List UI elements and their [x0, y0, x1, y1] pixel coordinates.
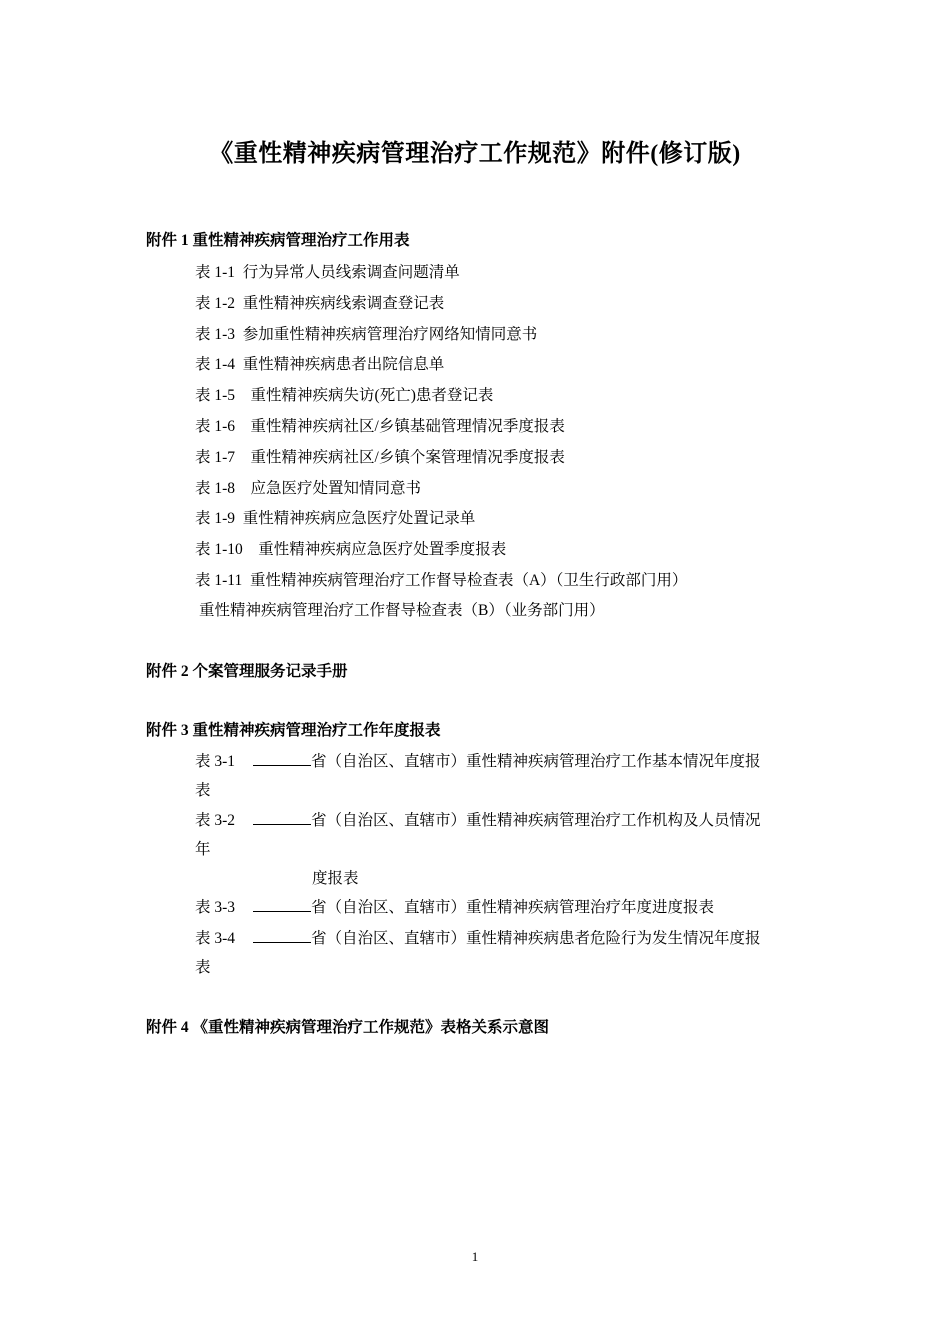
- section-heading-1: 附件 1 重性精神疾病管理治疗工作用表: [146, 232, 410, 249]
- table-code: 表 1-4: [195, 356, 236, 373]
- table-title: 重性精神疾病社区/乡镇基础管理情况季度报表: [250, 418, 565, 435]
- table-title: 重性精神疾病失访(死亡)患者登记表: [250, 387, 494, 404]
- table-title: 省（自治区、直辖市）重性精神疾病管理治疗工作基本情况年度报: [311, 753, 761, 770]
- table-code: 表 1-9: [195, 510, 236, 527]
- list-item: [195, 749, 761, 771]
- table-code: 表 1-6: [195, 418, 236, 435]
- wrapped-text: 度报表: [312, 870, 359, 887]
- table-title: 重性精神疾病管理治疗工作督导检查表（A）（卫生行政部门用）: [249, 572, 688, 589]
- table-title: 行为异常人员线索调查问题清单: [242, 264, 460, 281]
- table-code: 表 1-7: [195, 449, 236, 466]
- table-title: 重性精神疾病应急医疗处置记录单: [242, 510, 476, 527]
- table-code: 表 1-5: [195, 387, 236, 404]
- list-item: [195, 322, 537, 344]
- section-heading-2: 附件 2 个案管理服务记录手册: [146, 663, 348, 680]
- list-item: [195, 808, 761, 830]
- table-title: 重性精神疾病患者出院信息单: [242, 356, 445, 373]
- table-code: 表 3-1: [195, 753, 236, 770]
- section-heading-4: 附件 4 《重性精神疾病管理治疗工作规范》表格关系示意图: [146, 1019, 550, 1036]
- fill-in-blank: [253, 810, 311, 825]
- table-code: 表 1-3: [195, 326, 236, 343]
- list-item: [195, 895, 714, 917]
- list-item: [195, 506, 475, 528]
- table-code: 表 1-10: [195, 541, 243, 558]
- list-item: [195, 926, 761, 948]
- wrapped-text: 表: [195, 959, 211, 976]
- table-title: 省（自治区、直辖市）重性精神疾病管理治疗年度进度报表: [311, 899, 715, 916]
- table-code: 表 3-2: [195, 812, 236, 829]
- table-title: 参加重性精神疾病管理治疗网络知情同意书: [242, 326, 538, 343]
- list-item: [199, 598, 605, 620]
- table-title: 重性精神疾病社区/乡镇个案管理情况季度报表: [250, 449, 565, 466]
- list-item: [195, 383, 493, 405]
- table-code: 表 3-3: [195, 899, 236, 916]
- table-code: 表 1-11: [195, 572, 243, 589]
- table-code: 表 1-2: [195, 295, 236, 312]
- list-item: [195, 445, 565, 467]
- fill-in-blank: [253, 751, 311, 766]
- fill-in-blank: [253, 897, 311, 912]
- table-title: 重性精神疾病管理治疗工作督导检查表（B）（业务部门用）: [199, 602, 605, 619]
- fill-in-blank: [253, 928, 311, 943]
- list-item: [195, 568, 687, 590]
- list-item: [195, 414, 565, 436]
- table-code: 表 3-4: [195, 930, 236, 947]
- table-title: 应急医疗处置知情同意书: [250, 480, 422, 497]
- document-title: 《重性精神疾病管理治疗工作规范》附件(修订版): [209, 141, 741, 167]
- table-title: 省（自治区、直辖市）重性精神疾病患者危险行为发生情况年度报: [311, 930, 761, 947]
- table-code: 表 1-8: [195, 480, 236, 497]
- section-heading-3: 附件 3 重性精神疾病管理治疗工作年度报表: [146, 722, 441, 739]
- page-number: 1: [471, 1249, 479, 1264]
- list-item: [195, 260, 460, 282]
- wrapped-text: 年: [195, 841, 211, 858]
- table-title: 重性精神疾病线索调查登记表: [242, 295, 445, 312]
- list-item: [195, 537, 506, 559]
- list-item: [195, 352, 444, 374]
- table-title: 省（自治区、直辖市）重性精神疾病管理治疗工作机构及人员情况: [311, 812, 761, 829]
- wrapped-text: 表: [195, 782, 211, 799]
- table-title: 重性精神疾病应急医疗处置季度报表: [258, 541, 507, 558]
- list-item: [195, 476, 421, 498]
- list-item: [195, 291, 444, 313]
- table-code: 表 1-1: [195, 264, 236, 281]
